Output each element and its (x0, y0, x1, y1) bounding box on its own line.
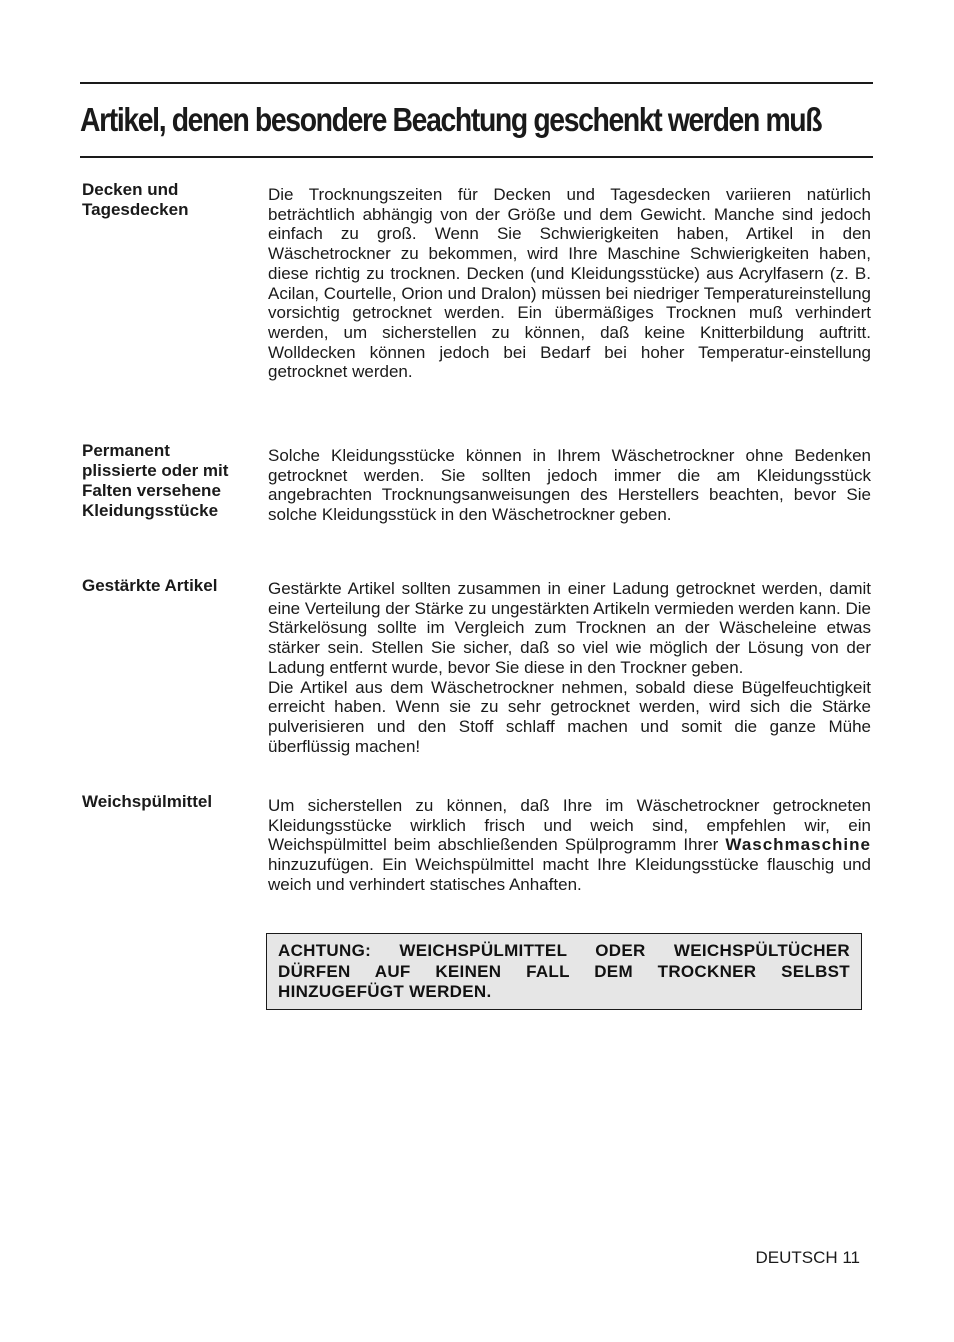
header-rule-top (80, 82, 873, 84)
section-label-line: Falten versehene (82, 481, 221, 500)
paragraph-text: Um sicherstellen zu können, daß Ihre im Wäschetrockner getrockneten Kleidungsstücke wirklich frisch und weich sind, empfehlen wir, ein Weichspülmittel beim abschließenden Spülprogramm Ihrer (268, 796, 871, 855)
section-label-line: Kleidungsstücke (82, 501, 219, 520)
page-title: Artikel, denen besondere Beachtung geschenkt werden muß (80, 101, 822, 138)
header-rule-bottom (80, 156, 873, 158)
section-paragraph: Die Trocknungszeiten für Decken und Tagesdecken variieren natürlich beträchtlich abhängig von der Größe und dem Gewicht. Manche sind jedoch einfach zu groß. Wenn Sie Schwierigkeiten haben, Artikel in den Wäschetrockner zu bekommen, wird Ihre Maschine Schwierigkeiten haben, diese richtig zu trocknen. Decken (und Kleidungsstücke) aus Acrylfasern (z. B. Acilan, Courtelle, Orion und Dralon) müssen bei niedriger Temperatureinstellung vorsichtig getrocknet werden. Ein übermäßiges Trocknen muß verhindert werden, um sicherstellen zu können, daß keine Knitterbildung auftritt. Wolldecken können jedoch bei Bedarf bei hoher Temperatur-einstellung getrocknet werden. (268, 185, 871, 382)
section-label (82, 180, 262, 220)
section-paragraph: Die Artikel aus dem Wäschetrockner nehmen, sobald diese Bügelfeuchtigkeit erreicht haben. Wenn sie zu sehr getrocknet werden, wird sich die Stärke pulverisieren und den Stoff schlaff machen und somit die ganze Mühe überflüssig machen! (268, 677, 871, 756)
section-label (82, 576, 262, 596)
section-label-line: Decken und (82, 180, 179, 199)
section-paragraph (268, 796, 871, 895)
section-paragraph: Solche Kleidungsstücke können in Ihrem Wäschetrockner ohne Bedenken getrocknet werden. Sie sollten jedoch immer die am Kleidungsstück angebrachten Trocknungsanweisungen des Herstellers beachten, bevor Sie solche Kleidungsstück in den Wäschetrockner geben. (268, 446, 871, 525)
section-label (82, 792, 262, 812)
section-paragraph: Gestärkte Artikel sollten zusammen in einer Ladung getrocknet werden, damit eine Verteilung der Stärke zu ungestärkten Artikeln vermieden werden kann. Die Stärkelösung sollte im Vergleich zum Trocknen an der Wäscheleine etwas stärker sein. Stellen Sie sicher, daß so viel wie möglich der Lösung von der Ladung entfernt wurde, bevor Sie diese in den Trockner geben. (268, 579, 871, 677)
section-label-line: plissierte oder mit (82, 461, 229, 480)
section-label-line: Tagesdecken (82, 200, 189, 219)
section-body (268, 446, 871, 525)
section-label-line: Weichspülmittel (82, 792, 213, 811)
page-footer: DEUTSCH 11 (755, 1248, 860, 1267)
section-body (268, 185, 871, 382)
section-body (268, 796, 871, 895)
section-label-line: Gestärkte Artikel (82, 576, 218, 595)
section-body (268, 579, 871, 756)
paragraph-text: hinzuzufügen. Ein Weichspülmittel macht Ihre Kleidungsstücke flauschig und weich und verhindert statisches Anhaften. (268, 855, 871, 894)
section-label-line: Permanent (82, 441, 170, 460)
emphasis-text: Waschmaschine (725, 835, 871, 855)
warning-box: ACHTUNG: WEICHSPÜLMITTEL ODER WEICHSPÜLTÜCHER DÜRFEN AUF KEINEN FALL DEM TROCKNER SELBST HINZUGEFÜGT WERDEN. (266, 933, 862, 1010)
section-label (82, 441, 262, 521)
